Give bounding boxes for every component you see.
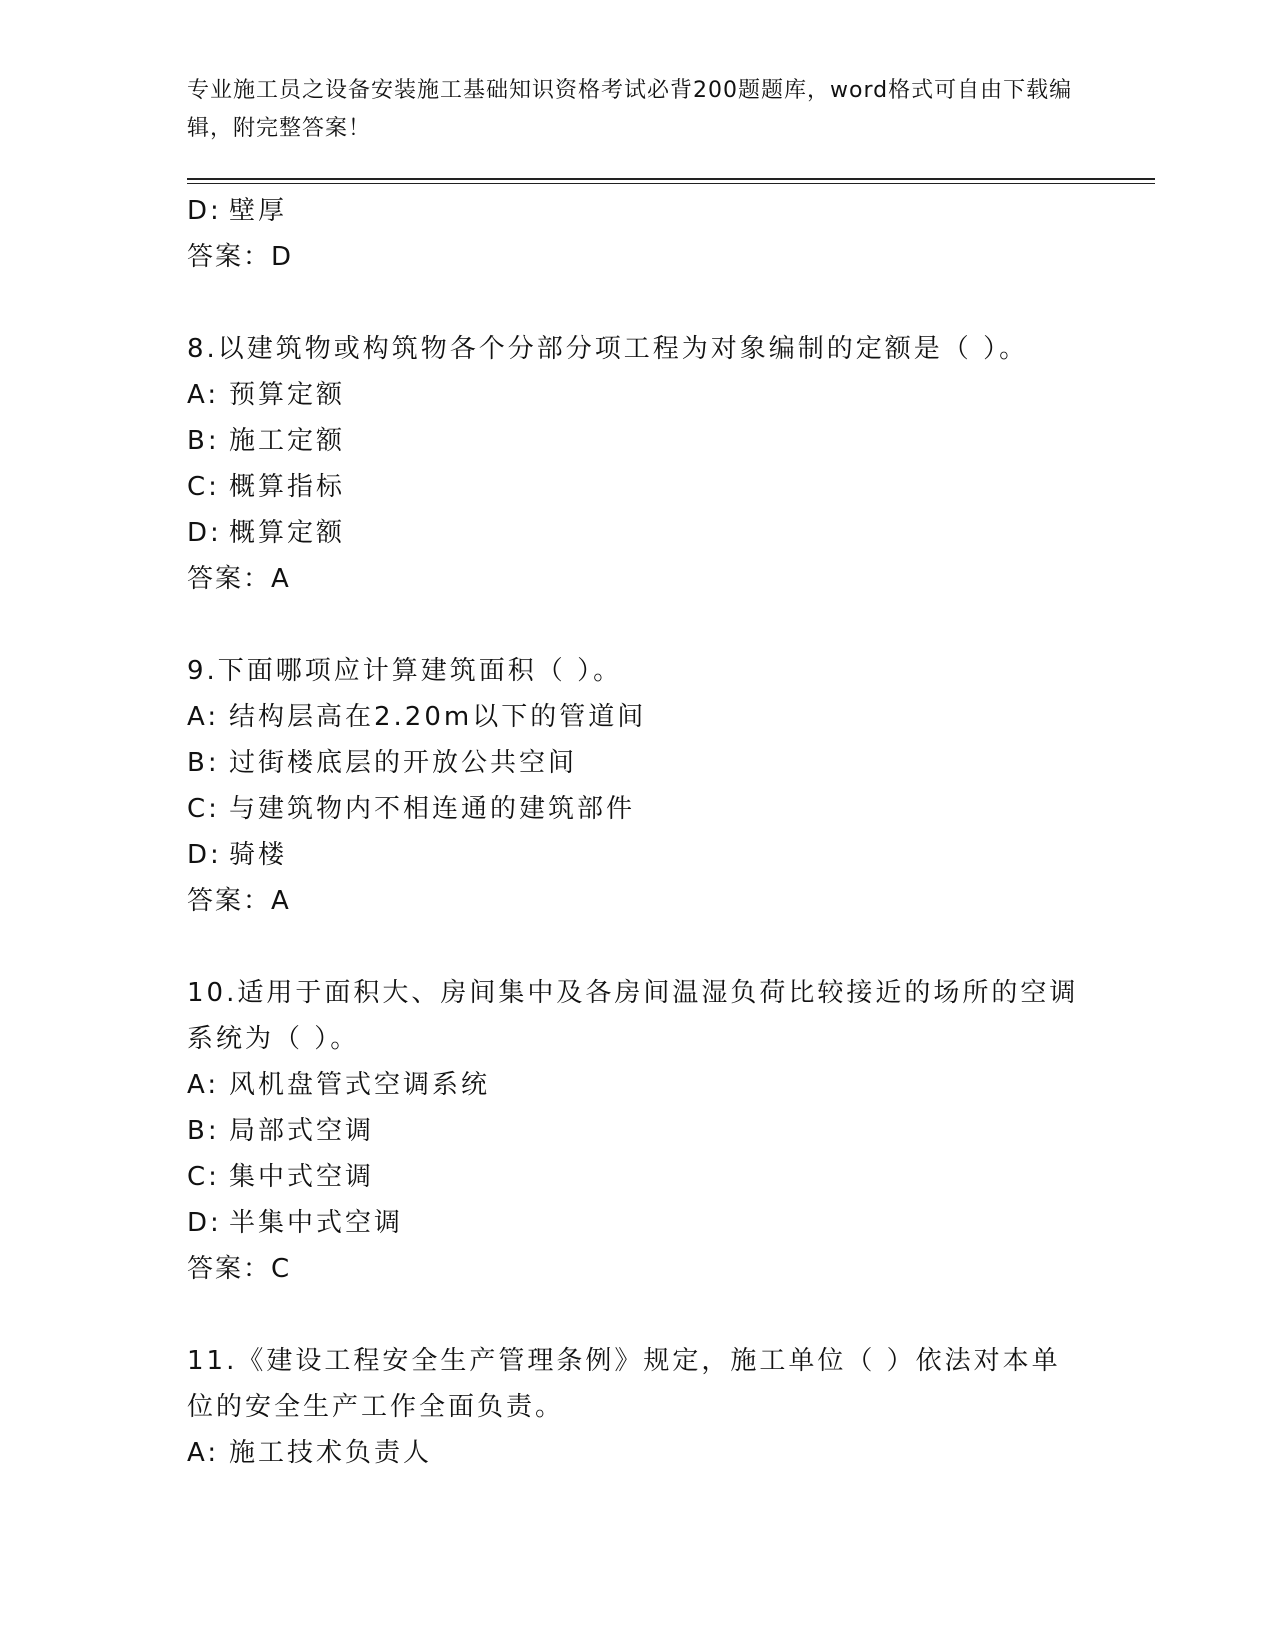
header-divider-thin <box>187 183 1155 184</box>
question-list <box>187 188 1087 1476</box>
question-stem: 9.下面哪项应计算建筑面积（ ）。 <box>187 656 623 686</box>
question-10 <box>187 970 1087 1292</box>
question-stem-line-2: 位的安全生产工作全面负责。 <box>187 1392 565 1422</box>
question-11 <box>187 1338 1087 1476</box>
question-8 <box>187 326 1087 602</box>
answer-line: 答案：C <box>187 1254 292 1284</box>
option-d: D: 骑楼 <box>187 840 288 870</box>
option-d: D: 半集中式空调 <box>187 1208 404 1238</box>
option-c: C: 概算指标 <box>187 472 346 502</box>
option-a: A: 结构层高在2.20m以下的管道间 <box>187 702 647 732</box>
question-stem-line-1: 11.《建设工程安全生产管理条例》规定，施工单位（ ）依法对本单 <box>187 1346 1061 1376</box>
answer-line: 答案：A <box>187 886 291 916</box>
answer-line: 答案：A <box>187 564 291 594</box>
option-c: C: 与建筑物内不相连通的建筑部件 <box>187 794 636 824</box>
question-stem: 8.以建筑物或构筑物各个分部分项工程为对象编制的定额是（ ）。 <box>187 334 1029 364</box>
option-a: A: 预算定额 <box>187 380 346 410</box>
question-stem-line-1: 10.适用于面积大、房间集中及各房间温湿负荷比较接近的场所的空调 <box>187 978 1079 1008</box>
option-a: A: 施工技术负责人 <box>187 1438 433 1468</box>
option-c: C: 集中式空调 <box>187 1162 375 1192</box>
document-header <box>187 72 1087 148</box>
answer-line: 答案：D <box>187 242 294 272</box>
header-text: 专业施工员之设备安装施工基础知识资格考试必背200题题库，word格式可自由下载编辑，附完整答案！ <box>187 78 1073 141</box>
question-9 <box>187 648 1087 924</box>
previous-question-tail <box>187 188 1087 280</box>
option-b: B: 过街楼底层的开放公共空间 <box>187 748 578 778</box>
option-a: A: 风机盘管式空调系统 <box>187 1070 491 1100</box>
header-divider-thick <box>187 178 1155 180</box>
question-stem-line-2: 系统为（ ）。 <box>187 1024 360 1054</box>
option-b: B: 施工定额 <box>187 426 346 456</box>
option-d: D: 概算定额 <box>187 518 346 548</box>
option-b: B: 局部式空调 <box>187 1116 375 1146</box>
option-d: D: 壁厚 <box>187 196 288 226</box>
